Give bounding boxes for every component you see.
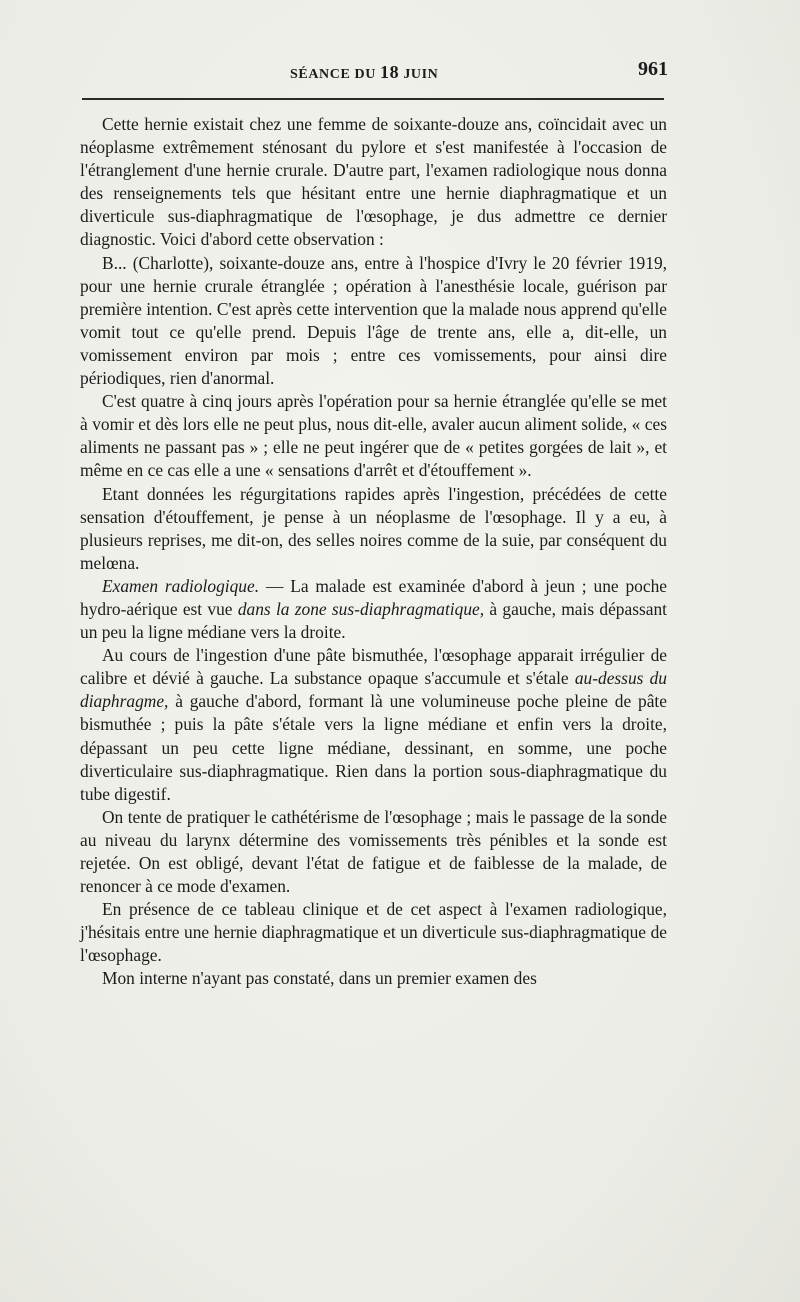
running-head-month: JUIN [399, 67, 439, 82]
paragraph: Etant données les régurgitations rapides après l'ingestion, précédées de cette sensation d'étouffement, je pense à un néoplasme de l'œsophage. Il y a eu, à plusieurs reprises, me dit-on, des selles noires comme de la suie, par conséquent du melœna. [80, 483, 667, 573]
paragraph-examen [80, 575, 667, 644]
paragraph: En présence de ce tableau clinique et de cet aspect à l'examen radiologique, j'hésitais entre une hernie diaphragmatique et un diverticule sus-diaphragmatique de l'œsophage. [80, 899, 667, 966]
paragraph [80, 644, 667, 806]
paragraph: C'est quatre à cinq jours après l'opération pour sa hernie étranglée qu'elle se met à vomir et dès lors elle ne peut plus, nous dit-elle, avaler aucun aliment solide, « ces aliments ne passant pas » ; elle ne peut ingérer que de « petites gorgées de lait », et même en ce cas elle a une « sensations d'arrêt et d'étouffement ». [80, 391, 667, 481]
text-run: à gauche, mais dépassant un peu la ligne médiane vers la droite. [80, 598, 667, 643]
paragraph: Cette hernie existait chez une femme de soixante-douze ans, coïncidait avec un néoplasme extrêmement sténosant du pylore et s'est manifestée à l'occasion de l'étranglement d'une hernie crurale. D'autre part, l'examen radiologique nous donna des renseignements tels que hésitant entre une hernie diaphragmatique et un diverticule sus-diaphragmatique de l'œsophage, je dus admettre ce dernier diagnostic. Voici d'abord cette observation : [80, 114, 667, 250]
paragraph: Mon interne n'ayant pas constaté, dans un premier examen des [102, 968, 537, 989]
running-header [80, 58, 668, 86]
text-run: à gauche d'abord, formant là une volumineuse poche pleine de pâte bismuthée ; puis la pâte s'étale vers la ligne médiane et enfin vers la droite, dépassant un peu cette ligne médiane, dessinant, en somme, une poche diverticulaire sus-diaphragmatique. Rien dans la portion sous-diaphragmatique du tube digestif. [80, 691, 667, 804]
paragraph: On tente de pratiquer le cathétérisme de l'œsophage ; mais le passage de la sonde au niveau du larynx détermine des vomissements très pénibles et la sonde est rejetée. On est obligé, devant l'état de fatigue et de faiblesse de la malade, de renoncer à ce mode d'examen. [80, 806, 667, 897]
text-run: Au cours de l'ingestion d'une pâte bismuthée, l'œsophage apparait irrégulier de calibre et dévié à gauche. La substance opaque s'accumule et s'étale [80, 645, 667, 689]
running-head [290, 62, 438, 83]
running-head-day: 18 [380, 62, 400, 82]
italic-run: dans la zone sus-diaphragmatique, [237, 598, 485, 619]
section-heading: Examen radiologique. [102, 575, 260, 596]
body-text [80, 113, 667, 991]
header-rule [82, 98, 664, 100]
page-number: 961 [638, 58, 668, 80]
italic-run: au-dessus du diaphragme, [80, 668, 667, 712]
text-run: — La malade est examinée d'abord à jeun ; une poche hydro-aérique est vue [80, 575, 667, 619]
paragraph: B... (Charlotte), soixante-douze ans, entre à l'hospice d'Ivry le 20 février 1919, pour une hernie crurale étranglée ; opération à l'anesthésie locale, guérison par première intention. C'est après cette intervention que la malade nous apprend qu'elle vomit tout ce qu'elle prend. Depuis l'âge de trente ans, elle a, dit-elle, un vomissement environ par mois ; entre ces vomissements, pour ainsi dire périodiques, rien d'anormal. [80, 252, 667, 389]
running-head-title: SÉANCE DU [290, 67, 381, 82]
